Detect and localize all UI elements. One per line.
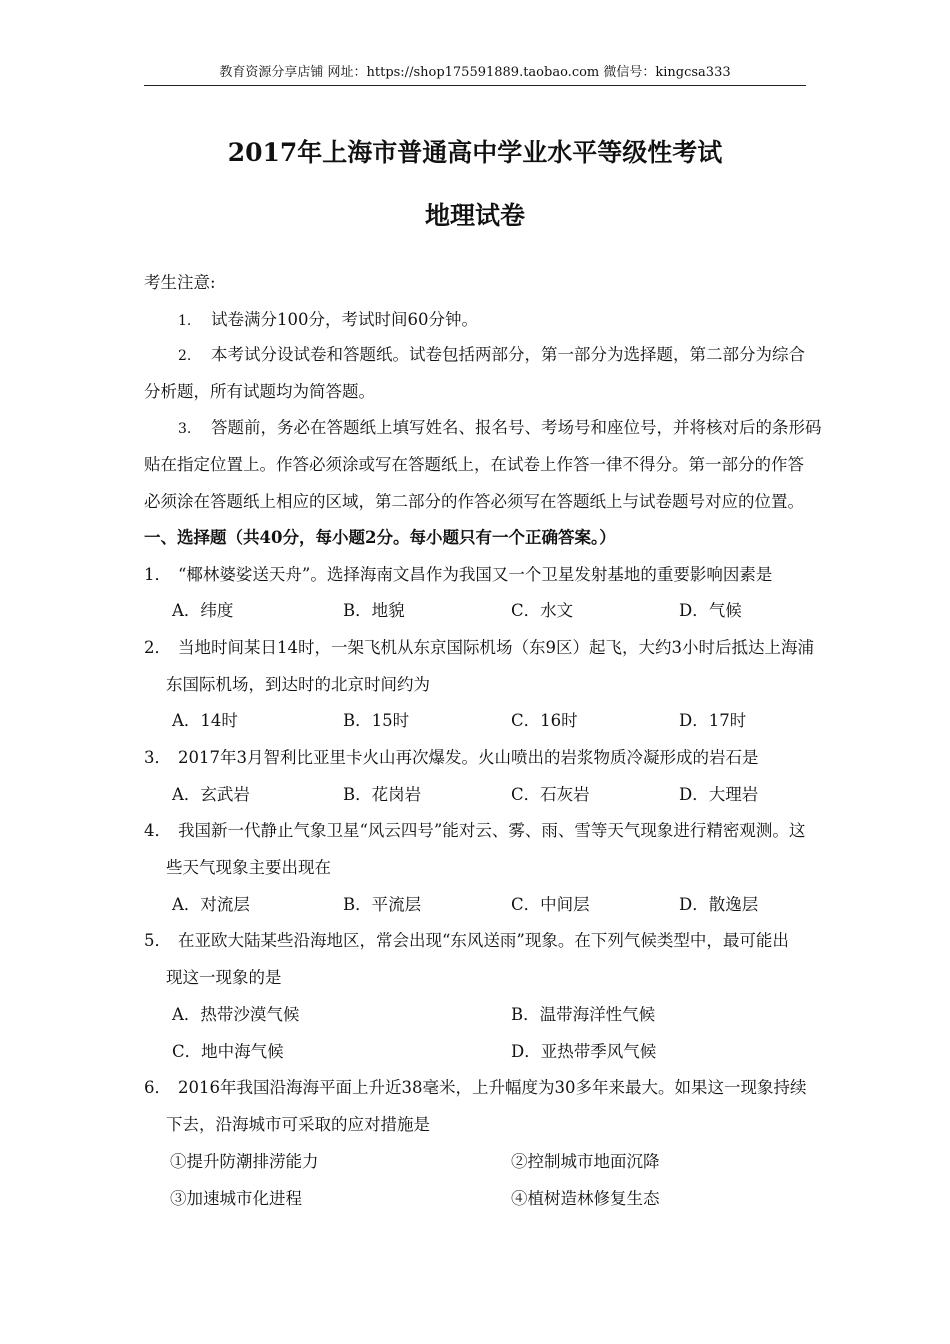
option-d: D．亚热带季风气候: [511, 1042, 657, 1061]
page-header: 教育资源分享店铺 网址：https://shop175591889.taobao.com 微信号：kingcsa333: [219, 65, 731, 80]
question-text: 当地时间某日14时，一架飞机从东京国际机场（东9区）起飞，大约3小时后抵达上海浦: [178, 638, 814, 657]
question-4: [144, 819, 805, 843]
question-1: [144, 563, 772, 587]
option-b: B．地貌: [343, 601, 405, 620]
question-number: 4．: [144, 821, 171, 840]
notice-item-text: 贴在指定位置上。作答必须涂或写在答题纸上，在试卷上作答一律不得分。第一部分的作答: [144, 455, 804, 474]
option-c: C．地中海气候: [172, 1042, 284, 1061]
notice-item-text: 本考试分设试卷和答题纸。试卷包括两部分，第一部分为选择题，第二部分为综合: [211, 345, 805, 364]
question-number: 2．: [144, 638, 171, 657]
question-text: “椰林婆娑送天舟”。选择海南文昌作为我国又一个卫星发射基地的重要影响因素是: [178, 565, 773, 584]
notice-item-text: 答题前，务必在答题纸上填写姓名、报名号、考场号和座位号，并将核对后的条形码: [211, 418, 822, 437]
option-b: B．温带海洋性气候: [511, 1005, 656, 1024]
question-3: [144, 746, 759, 770]
question-2: [144, 636, 814, 660]
option-b: B．平流层: [343, 895, 422, 914]
section-heading: 一、选择题（共40分，每小题2分。每小题只有一个正确答案。）: [144, 528, 616, 547]
notice-item-number: 3.: [178, 421, 192, 437]
question-text: 我国新一代静止气象卫星“风云四号”能对云、雾、雨、雪等天气现象进行精密观测。这: [178, 821, 806, 840]
question-text: 些天气现象主要出现在: [166, 858, 331, 877]
option-c: C．水文: [511, 601, 574, 620]
option-a: A．玄武岩: [172, 785, 250, 804]
notice-item-text: 必须涂在答题纸上相应的区域，第二部分的作答必须写在答题纸上与试卷题号对应的位置。: [144, 492, 804, 511]
notice-item-1: [178, 308, 478, 333]
exam-title: 2017年上海市普通高中学业水平等级性考试: [227, 138, 723, 167]
notice-heading: 考生注意:: [144, 273, 216, 292]
question-text: 2017年3月智利比亚里卡火山再次爆发。火山喷出的岩浆物质冷凝形成的岩石是: [178, 748, 759, 767]
option-a: A．对流层: [172, 895, 250, 914]
notice-item-number: 2.: [178, 348, 192, 364]
option-a: A．纬度: [172, 601, 234, 620]
notice-item-text: 试卷满分100分，考试时间60分钟。: [211, 310, 478, 329]
question-text: 下去，沿海城市可采取的应对措施是: [166, 1115, 430, 1134]
header-divider: [144, 85, 806, 86]
option-d: D．17时: [679, 711, 747, 730]
notice-item-3: [178, 416, 822, 441]
question-5: [144, 929, 789, 953]
option-d: D．大理岩: [679, 785, 759, 804]
question-text: 现这一现象的是: [166, 968, 282, 987]
question-number: 1．: [144, 565, 171, 584]
question-number: 3．: [144, 748, 171, 767]
option-a: A．热带沙漠气候: [172, 1005, 300, 1024]
notice-item-text: 分析题，所有试题均为简答题。: [144, 382, 375, 401]
question-text: 2016年我国沿海海平面上升近38毫米，上升幅度为30多年来最大。如果这一现象持续: [178, 1078, 807, 1097]
option-b: B．15时: [343, 711, 410, 730]
notice-item-number: 1.: [178, 313, 192, 329]
notice-item-2: [178, 343, 805, 368]
option-1: ①提升防潮排涝能力: [170, 1152, 319, 1171]
option-c: C．16时: [511, 711, 578, 730]
option-2: ②控制城市地面沉降: [511, 1152, 660, 1171]
question-text: 在亚欧大陆某些沿海地区，常会出现“东风送雨”现象。在下列气候类型中，最可能出: [178, 931, 789, 950]
question-number: 6．: [144, 1078, 171, 1097]
option-d: D．散逸层: [679, 895, 759, 914]
question-number: 5．: [144, 931, 171, 950]
option-c: C．中间层: [511, 895, 590, 914]
option-a: A．14时: [172, 711, 238, 730]
option-d: D．气候: [679, 601, 742, 620]
option-3: ③加速城市化进程: [170, 1189, 302, 1208]
exam-subtitle: 地理试卷: [424, 201, 525, 230]
question-6: [144, 1076, 806, 1100]
option-b: B．花岗岩: [343, 785, 422, 804]
question-text: 东国际机场，到达时的北京时间约为: [166, 675, 430, 694]
option-4: ④植树造林修复生态: [511, 1189, 660, 1208]
option-c: C．石灰岩: [511, 785, 590, 804]
